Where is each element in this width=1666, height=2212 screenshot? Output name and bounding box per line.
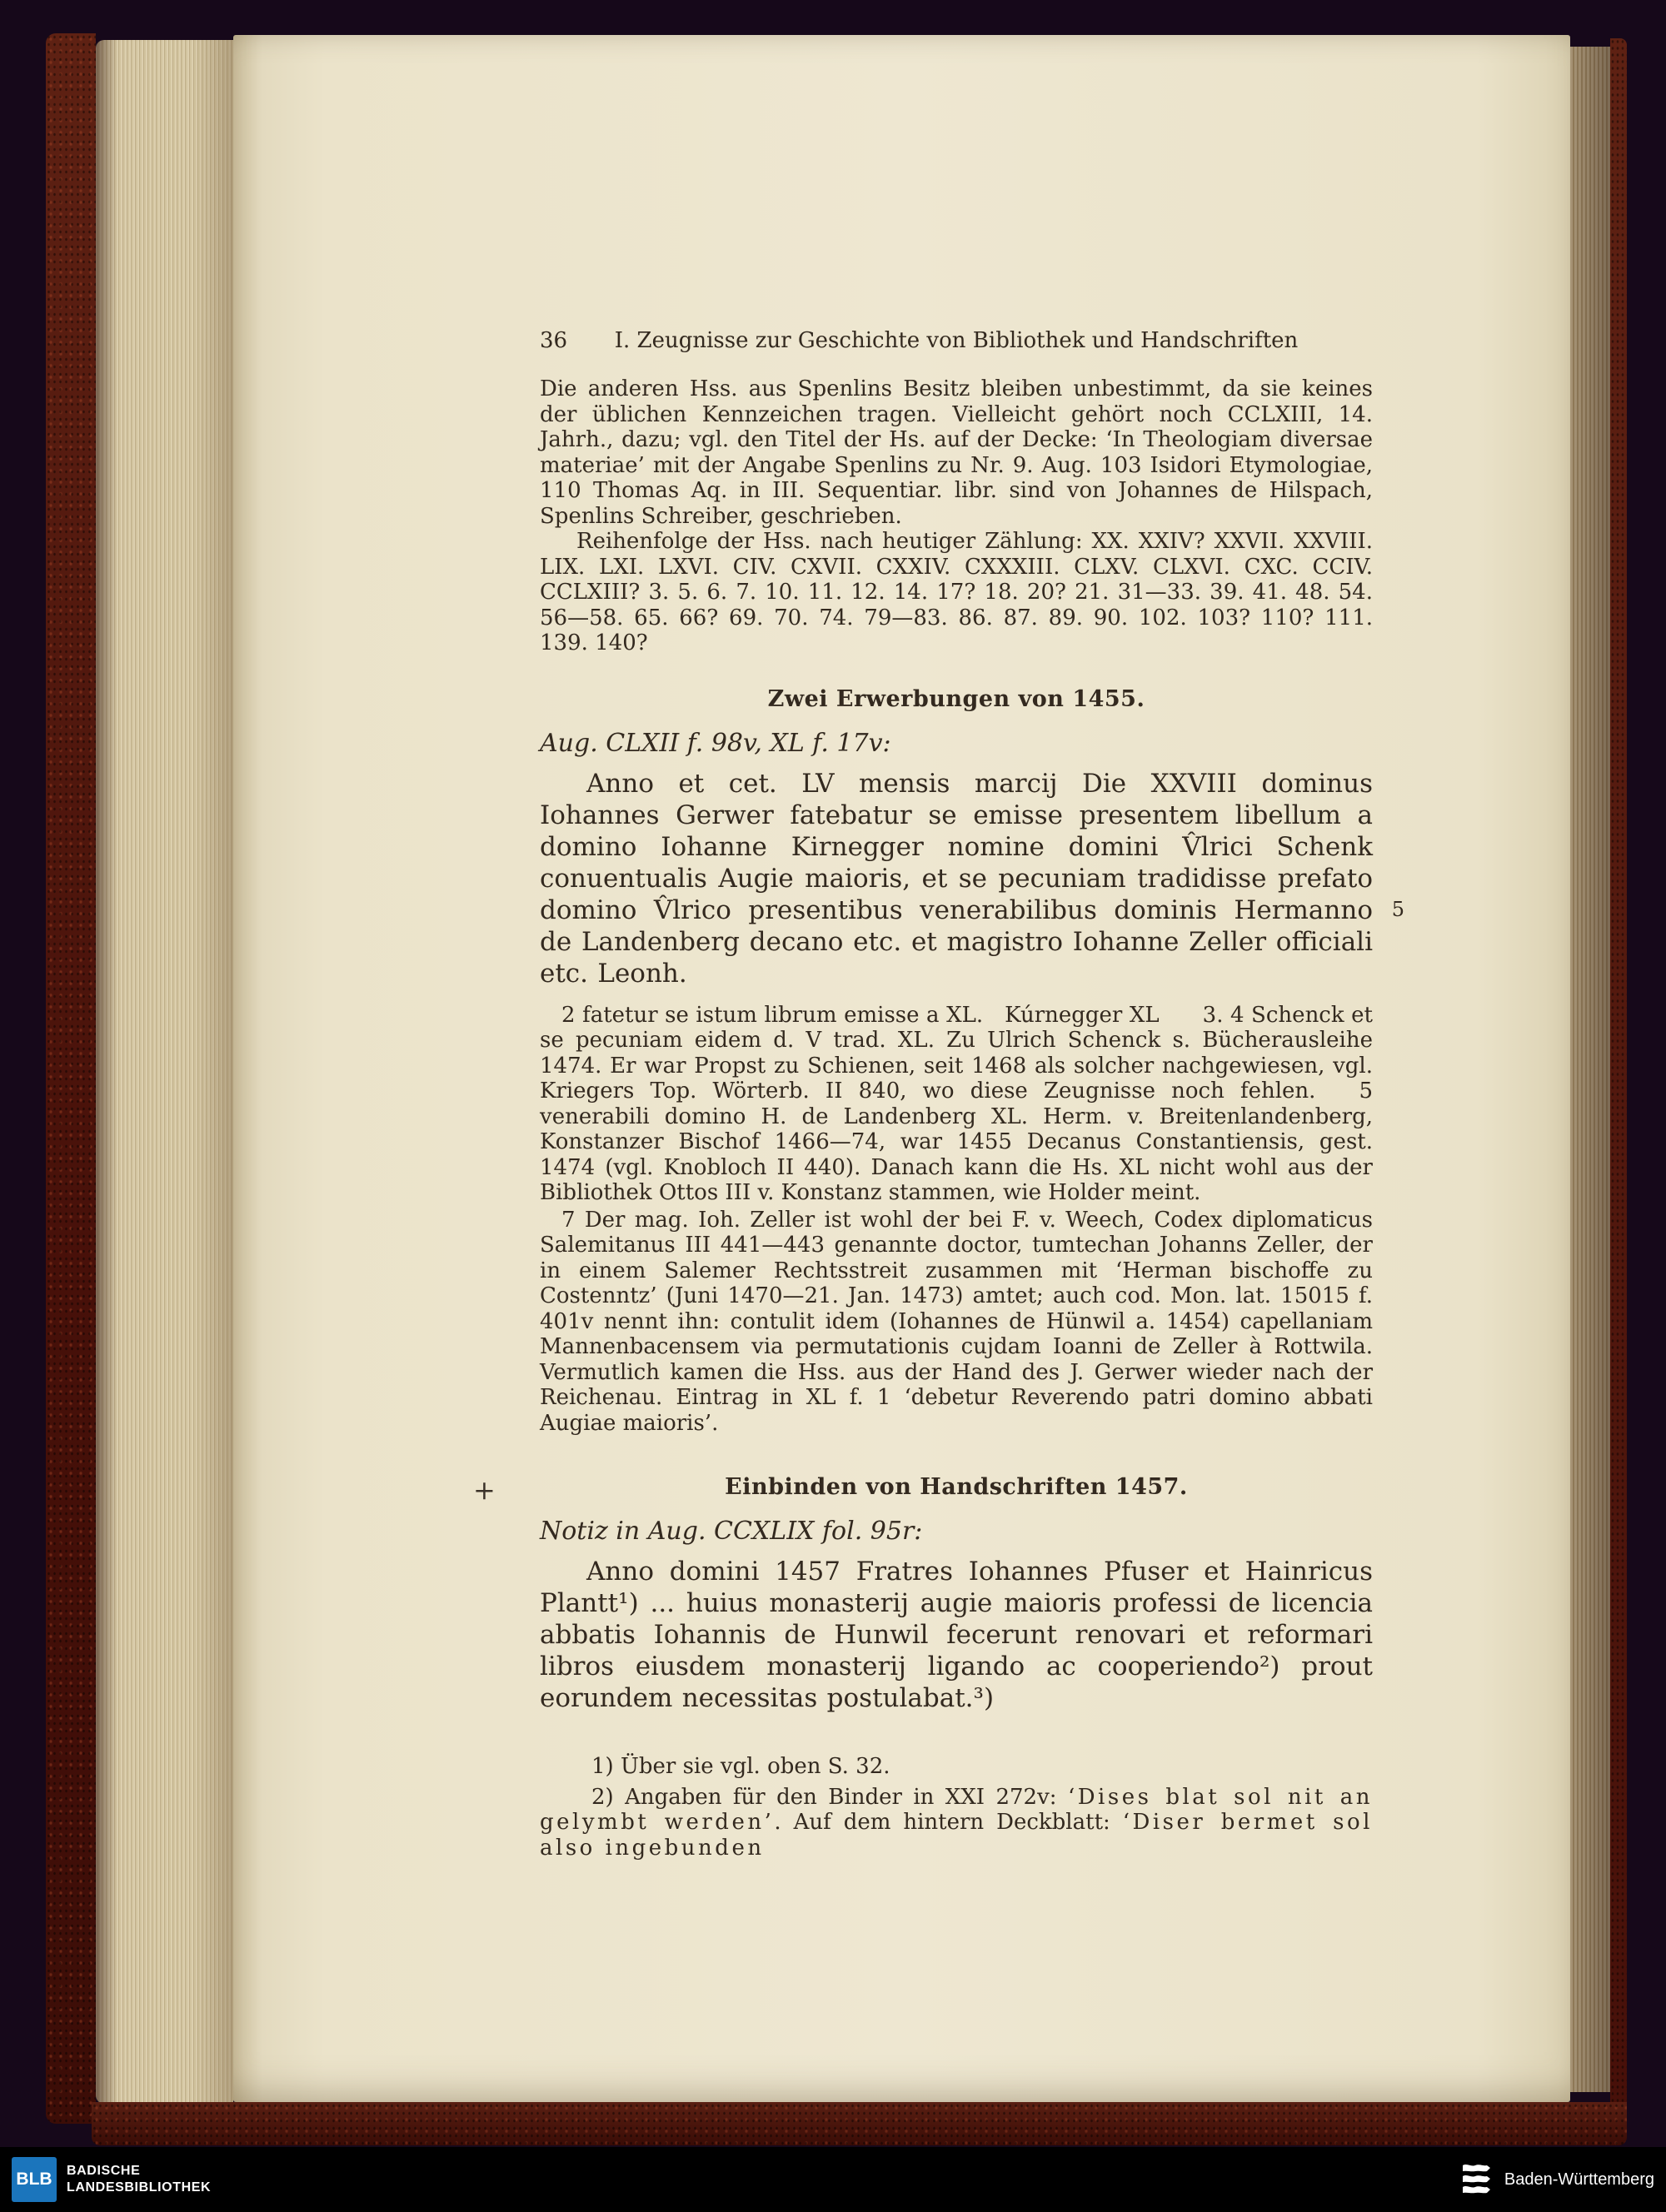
footnote-2-quote-2: ‘Diser bermet sol also ingebunden bbox=[540, 1810, 1373, 1861]
book-cover-right-edge bbox=[1610, 38, 1627, 2119]
apparatus-2: 7 Der mag. Ioh. Zeller ist wohl der bei F. v. Weech, Codex diplomaticus Salemitanus III 441—443 genannte doctor, tumtechan Johanns Zeller, der in einem Salemer Rechtsstreit zusammen mit ‘Herman bischoffe zu Costenntz’ (Juni 1470—21. Jan. 1473) amtet; auch cod. Mon. lat. 15015 f. 401v nennt ihn: contulit idem (Iohannes de Hünwil a. 1454) capellaniam Mannenbacensem via permutationis cujdam Ioanni de Zeller à Rottwila. Vermutlich kamen die Hss. aus der Hand des J. Gerwer wieder nach der Reichenau. Eintrag in XL f. 1 ‘debetur Reverendo patri domino abbati Augiae maioris’. bbox=[540, 1207, 1373, 1436]
blb-logo[interactable] bbox=[12, 2157, 211, 2202]
library-name-line2: LANDESBIBLIOTHEK bbox=[67, 2180, 212, 2195]
baden-wuerttemberg-emblem bbox=[1458, 2161, 1494, 2198]
footnote-2-mid: . Auf dem hintern Deckblatt: bbox=[774, 1810, 1123, 1835]
line-number-5: 5 bbox=[1391, 897, 1404, 921]
margin-plus-mark: + bbox=[473, 1474, 496, 1506]
apparatus-1: 2 fatetur se istum librum emisse a XL. Kúrnegger XL 3. 4 Schenck et se pecuniam eidem d. V trad. XL. Zu Ulrich Schenck s. Bücherausleihe 1474. Er war Propst zu Schienen, seit 1468 als solcher nachgewiesen, vgl. Kriegers Top. Wörterb. II 840, wo diese Zeugnisse noch fehlen. 5 venerabili domino H. de Landenberg XL. Herm. v. Breitenlandenberg, Konstanzer Bischof 1466—74, war 1455 Decanus Constantiensis, gest. 1474 (vgl. Knobloch II 440). Danach kann die Hs. XL nicht wohl aus der Bibliothek Ottos III v. Konstanz stammen, wie Holder meint. bbox=[540, 1002, 1373, 1205]
edition-text-2: Anno domini 1457 Fratres Iohannes Pfuser et Hainricus Plantt¹) ... huius monasterij augie maioris professi de licencia abbatis Iohannis de Hunwil fecerunt renovari et reformari libros eiusdem monasterij ligando ac cooperiendo²) prout eorundem necessitas postulabat.³) bbox=[540, 1557, 1373, 1713]
fore-edge bbox=[1570, 47, 1610, 2092]
footnote-2 bbox=[540, 1785, 1373, 1861]
blb-logo-badge: BLB bbox=[12, 2157, 57, 2202]
running-header-title: I. Zeugnisse zur Geschichte von Bibliothek und Handschriften bbox=[614, 328, 1299, 353]
page-number: 36 bbox=[540, 328, 568, 353]
baden-wuerttemberg-logo[interactable] bbox=[1458, 2161, 1654, 2198]
source-reference-1: Aug. CLXII f. 98v, XL f. 17v: bbox=[540, 728, 891, 758]
book-cover-spine bbox=[46, 33, 96, 2124]
library-name-line1: BADISCHE bbox=[67, 2164, 141, 2178]
paragraph-spenlin: Die anderen Hss. aus Spenlins Besitz bleiben unbestimmt, da sie keines der üblichen Kennzeichen tragen. Vielleicht gehört noch CCLXIII, 14. Jahrh., dazu; vgl. den Titel der Hs. auf der Decke: ‘In Theologiam diversae materiae’ mit der Angabe Spenlins zu Nr. 9. Aug. 103 Isidori Etymologiae, 110 Thomas Aq. in III. Sequentiar. libr. sind von Johannes de Hilspach, Spenlins Schreiber, geschrieben. bbox=[540, 376, 1373, 529]
paragraph-reihenfolge: Reihenfolge der Hss. nach heutiger Zählung: XX. XXIV? XXVII. XXVIII. LIX. LXI. LXVI. CIV. CXVII. CXXIV. CXXXIII. CLXV. CLXVI. CXC. CCIV. CCLXIII? 3. 5. 6. 7. 10. 11. 12. 14. 17? 18. 20? 21. 31—33. 39. 41. 48. 54. 56—58. 65. 66? 69. 70. 74. 79—83. 86. 87. 89. 90. 102. 103? 110? 111. 139. 140? bbox=[540, 529, 1373, 655]
edition-text-1-wrap bbox=[540, 768, 1404, 989]
footnote-2-quote-1: ‘Dises blat sol nit an gelymbt werden’ bbox=[540, 1784, 1373, 1835]
section-heading-einbinden: Einbinden von Handschriften 1457. bbox=[725, 1474, 1188, 1500]
viewer-footer-bar bbox=[0, 2147, 1666, 2212]
section-heading-erwerbungen: Zwei Erwerbungen von 1455. bbox=[767, 685, 1145, 712]
source-reference-2: Notiz in Aug. CCXLIX fol. 95r: bbox=[540, 1517, 923, 1546]
library-name bbox=[67, 2163, 211, 2196]
section-heading-einbinden-wrap bbox=[473, 1474, 1373, 1506]
book-cover-bottom-edge bbox=[92, 2102, 1627, 2145]
running-header bbox=[540, 328, 1373, 353]
footnote-1: 1) Über sie vgl. oben S. 32. bbox=[591, 1754, 890, 1779]
page-edges bbox=[96, 40, 233, 2104]
footnote-2-lead: 2) Angaben für den Binder in XXI 272v: bbox=[591, 1784, 1068, 1810]
edition-text-1: Anno et cet. LV mensis marcij Die XXVIII dominus Iohannes Gerwer fatebatur se emisse presentem libellum a domino Iohanne Kirnegger nomine domini V̂lrici Schenk conuentualis Augie maioris, et se pecuniam tradidisse prefato domino V̂lrico presentibus venerabilibus dominis Hermanno de Landenberg decano etc. et magistro Iohanne Zeller officiali etc. Leonh. bbox=[540, 768, 1373, 989]
page-text-block bbox=[473, 328, 1404, 1861]
scanned-page bbox=[233, 35, 1570, 2102]
state-logo-text: Baden-Württemberg bbox=[1504, 2170, 1654, 2189]
